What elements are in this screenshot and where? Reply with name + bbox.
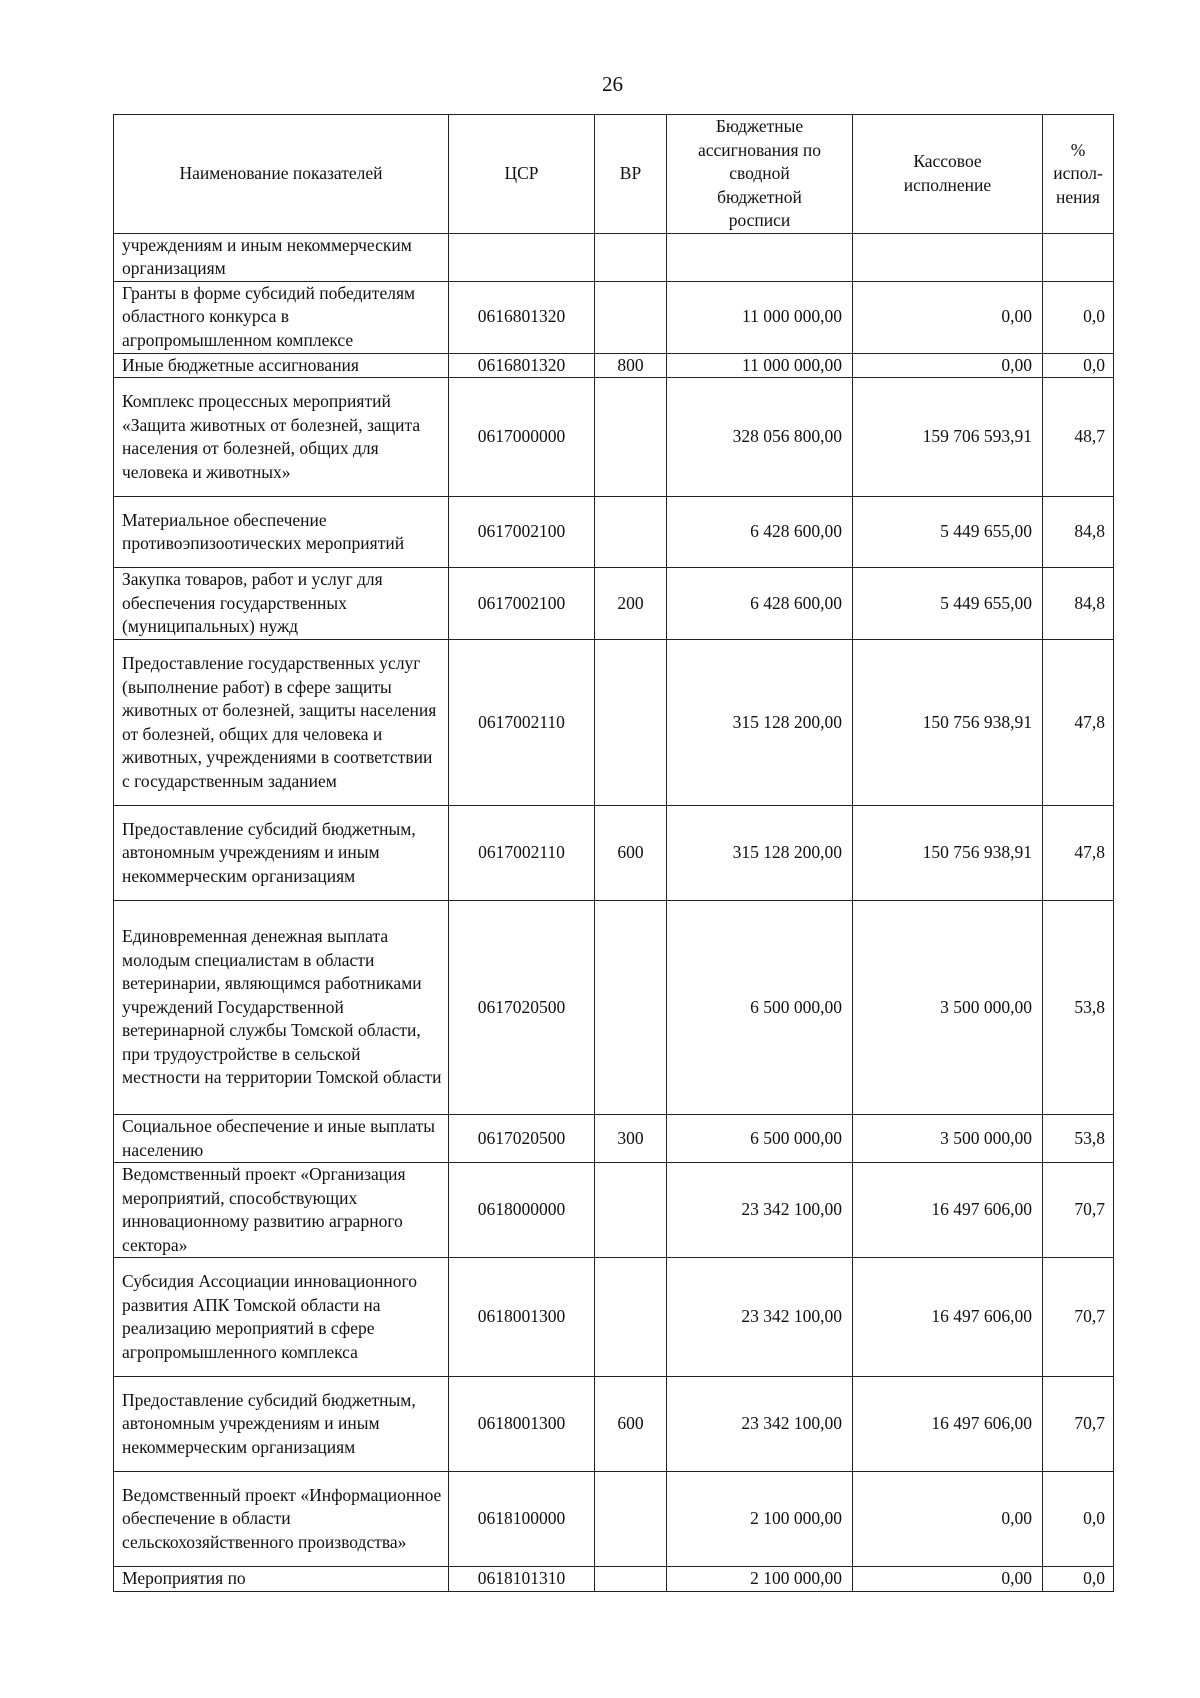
row-csr: 0617000000 (449, 378, 595, 497)
row-name: Социальное обеспечение и иные выплаты населению (114, 1115, 449, 1163)
row-execution: 159 706 593,91 (853, 378, 1043, 497)
row-name: Гранты в форме субсидий победителям областного конкурса в агропромышленном комплексе (114, 281, 449, 353)
row-csr: 0618001300 (449, 1258, 595, 1377)
row-budget: 6 500 000,00 (667, 1115, 853, 1163)
row-vr: 200 (595, 568, 667, 640)
row-percent: 70,7 (1043, 1258, 1114, 1377)
row-budget: 6 428 600,00 (667, 497, 853, 568)
row-name: Закупка товаров, работ и услуг для обеспечения государственных (муниципальных) нужд (114, 568, 449, 640)
row-budget: 2 100 000,00 (667, 1472, 853, 1567)
row-vr: 600 (595, 1377, 667, 1472)
row-percent: 0,0 (1043, 353, 1114, 378)
row-csr: 0617002100 (449, 497, 595, 568)
row-vr: 300 (595, 1115, 667, 1163)
row-execution: 5 449 655,00 (853, 568, 1043, 640)
row-execution: 0,00 (853, 1472, 1043, 1567)
row-budget: 11 000 000,00 (667, 281, 853, 353)
row-csr: 0618101310 (449, 1567, 595, 1592)
row-budget: 328 056 800,00 (667, 378, 853, 497)
row-csr: 0618001300 (449, 1377, 595, 1472)
table-row (114, 1258, 1114, 1377)
row-budget: 6 500 000,00 (667, 901, 853, 1115)
row-execution: 16 497 606,00 (853, 1258, 1043, 1377)
header-csr: ЦСР (449, 115, 595, 234)
row-percent: 70,7 (1043, 1377, 1114, 1472)
row-execution: 0,00 (853, 1567, 1043, 1592)
row-execution: 3 500 000,00 (853, 901, 1043, 1115)
row-csr: 0616801320 (449, 353, 595, 378)
row-vr (595, 901, 667, 1115)
row-vr (595, 281, 667, 353)
row-budget: 23 342 100,00 (667, 1258, 853, 1377)
row-budget: 2 100 000,00 (667, 1567, 853, 1592)
row-vr (595, 1258, 667, 1377)
table-row (114, 233, 1114, 281)
row-csr: 0617002110 (449, 806, 595, 901)
table-row (114, 497, 1114, 568)
row-csr: 0617020500 (449, 1115, 595, 1163)
row-percent: 53,8 (1043, 1115, 1114, 1163)
header-budget: Бюджетные ассигнования по сводной бюджетной росписи (667, 115, 853, 234)
row-execution: 0,00 (853, 281, 1043, 353)
row-budget: 11 000 000,00 (667, 353, 853, 378)
table-row (114, 1163, 1114, 1258)
row-vr (595, 233, 667, 281)
row-name: Предоставление субсидий бюджетным, автономным учреждениям и иным некоммерческим организациям (114, 1377, 449, 1472)
row-name: Субсидия Ассоциации инновационного развития АПК Томской области на реализацию мероприятий в сфере агропромышленного комплекса (114, 1258, 449, 1377)
row-name: Предоставление государственных услуг (выполнение работ) в сфере защиты животных от болезней, защиты населения от болезней, общих для человека и животных, учреждениями в соответствии с государственным заданием (114, 640, 449, 806)
row-csr: 0616801320 (449, 281, 595, 353)
table-body (114, 233, 1114, 1591)
row-percent: 0,0 (1043, 1472, 1114, 1567)
header-vr: ВР (595, 115, 667, 234)
row-csr: 0617020500 (449, 901, 595, 1115)
row-execution: 5 449 655,00 (853, 497, 1043, 568)
row-name: Мероприятия по (114, 1567, 449, 1592)
row-csr: 0617002110 (449, 640, 595, 806)
row-percent (1043, 233, 1114, 281)
row-vr (595, 1472, 667, 1567)
header-execution: Кассовое исполнение (853, 115, 1043, 234)
row-execution: 3 500 000,00 (853, 1115, 1043, 1163)
row-budget: 315 128 200,00 (667, 806, 853, 901)
row-csr: 0618000000 (449, 1163, 595, 1258)
row-budget: 23 342 100,00 (667, 1377, 853, 1472)
row-execution (853, 233, 1043, 281)
row-name: Иные бюджетные ассигнования (114, 353, 449, 378)
table-row (114, 378, 1114, 497)
table-row (114, 806, 1114, 901)
row-name: Предоставление субсидий бюджетным, автономным учреждениям и иным некоммерческим организациям (114, 806, 449, 901)
table-row (114, 1567, 1114, 1592)
table-row (114, 1472, 1114, 1567)
row-percent: 47,8 (1043, 640, 1114, 806)
table-row (114, 353, 1114, 378)
row-vr (595, 1163, 667, 1258)
row-name: Единовременная денежная выплата молодым специалистам в области ветеринарии, являющимся работниками учреждений Государственной ветеринарной службы Томской области, при трудоустройстве в сельской местности на территории Томской области (114, 901, 449, 1115)
row-budget (667, 233, 853, 281)
row-name: учреждениям и иным некоммерческим организациям (114, 233, 449, 281)
header-name: Наименование показателей (114, 115, 449, 234)
table-row (114, 901, 1114, 1115)
row-percent: 84,8 (1043, 497, 1114, 568)
table-header-row (114, 115, 1114, 234)
row-budget: 6 428 600,00 (667, 568, 853, 640)
row-percent: 53,8 (1043, 901, 1114, 1115)
budget-execution-table (113, 114, 1114, 1592)
page-number: 26 (602, 72, 623, 96)
table-row (114, 568, 1114, 640)
table-row (114, 640, 1114, 806)
row-vr (595, 378, 667, 497)
table-row (114, 1115, 1114, 1163)
row-percent: 70,7 (1043, 1163, 1114, 1258)
row-csr (449, 233, 595, 281)
row-percent: 84,8 (1043, 568, 1114, 640)
row-name: Комплекс процессных мероприятий «Защита животных от болезней, защита населения от болезней, общих для человека и животных» (114, 378, 449, 497)
row-execution: 16 497 606,00 (853, 1377, 1043, 1472)
row-execution: 0,00 (853, 353, 1043, 378)
row-execution: 150 756 938,91 (853, 806, 1043, 901)
row-vr (595, 497, 667, 568)
row-name: Ведомственный проект «Информационное обеспечение в области сельскохозяйственного производства» (114, 1472, 449, 1567)
row-vr: 800 (595, 353, 667, 378)
row-percent: 48,7 (1043, 378, 1114, 497)
row-percent: 0,0 (1043, 281, 1114, 353)
table-row (114, 1377, 1114, 1472)
row-name: Материальное обеспечение противоэпизоотических мероприятий (114, 497, 449, 568)
row-csr: 0618100000 (449, 1472, 595, 1567)
row-vr (595, 1567, 667, 1592)
row-percent: 47,8 (1043, 806, 1114, 901)
row-name: Ведомственный проект «Организация мероприятий, способствующих инновационному развитию аграрного сектора» (114, 1163, 449, 1258)
table-row (114, 281, 1114, 353)
row-vr: 600 (595, 806, 667, 901)
row-execution: 16 497 606,00 (853, 1163, 1043, 1258)
row-vr (595, 640, 667, 806)
row-execution: 150 756 938,91 (853, 640, 1043, 806)
row-budget: 315 128 200,00 (667, 640, 853, 806)
row-percent: 0,0 (1043, 1567, 1114, 1592)
row-csr: 0617002100 (449, 568, 595, 640)
header-percent: % испол-нения (1043, 115, 1114, 234)
row-budget: 23 342 100,00 (667, 1163, 853, 1258)
